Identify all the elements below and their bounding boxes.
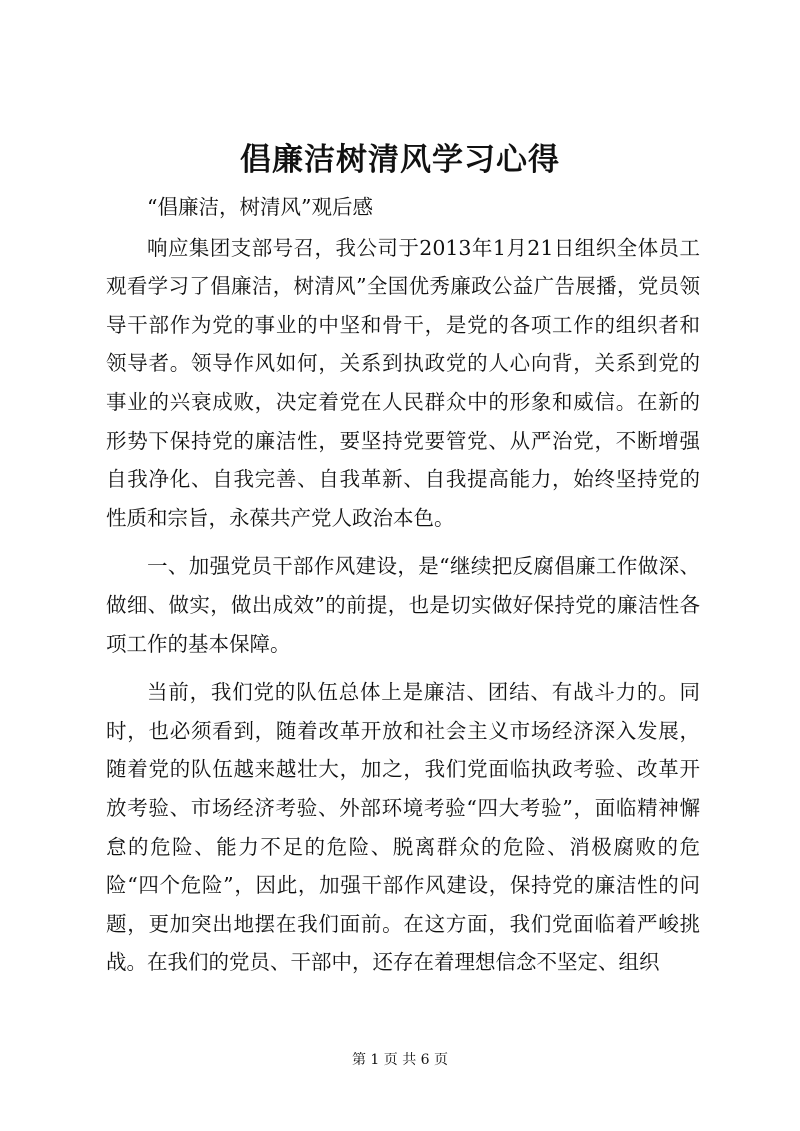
paragraph-2: 一、加强党员干部作风建设，是“继续把反腐倡廉工作做深、做细、做实，做出成效”的前提，也是切实做好保持党的廉洁性各项工作的基本保障。 <box>106 554 700 656</box>
page-footer: 第 1 页 共 6 页 <box>351 1052 449 1068</box>
document-body <box>106 188 700 982</box>
document-title: 倡廉洁树清风学习心得 <box>240 142 560 178</box>
paragraph-1: 响应集团支部号召，我公司于2013年1月21日组织全体员工观看学习了倡廉洁，树清风”全国优秀廉政公益广告展播，党员领导干部作为党的事业的中坚和骨干，是党的各项工作的组织者和领导者。领导作风如何，关系到执政党的人心向背，关系到党的事业的兴衰成败，决定着党在人民群众中的形象和威信。在新的形势下保持党的廉洁性，要坚持党要管党、从严治党，不断增强自我净化、自我完善、自我革新、自我提高能力，始终坚持党的性质和宗旨，永葆共产党人政治本色。 <box>106 235 700 530</box>
paragraph-3: 当前，我们党的队伍总体上是廉洁、团结、有战斗力的。同时，也必须看到，随着改革开放和社会主义市场经济深入发展，随着党的队伍越来越壮大，加之，我们党面临执政考验、改革开放考验、市场经济考验、外部环境考验“四大考验”，面临精神懈怠的危险、能力不足的危险、脱离群众的危险、消极腐败的危险“四个危险”，因此，加强干部作风建设，保持党的廉洁性的问题，更加突出地摆在我们面前。在这方面，我们党面临着严峻挑战。在我们的党员、干部中，还存在着理想信念不坚定、组织 <box>106 680 700 975</box>
document-subtitle: “倡廉洁，树清风”观后感 <box>147 195 373 219</box>
